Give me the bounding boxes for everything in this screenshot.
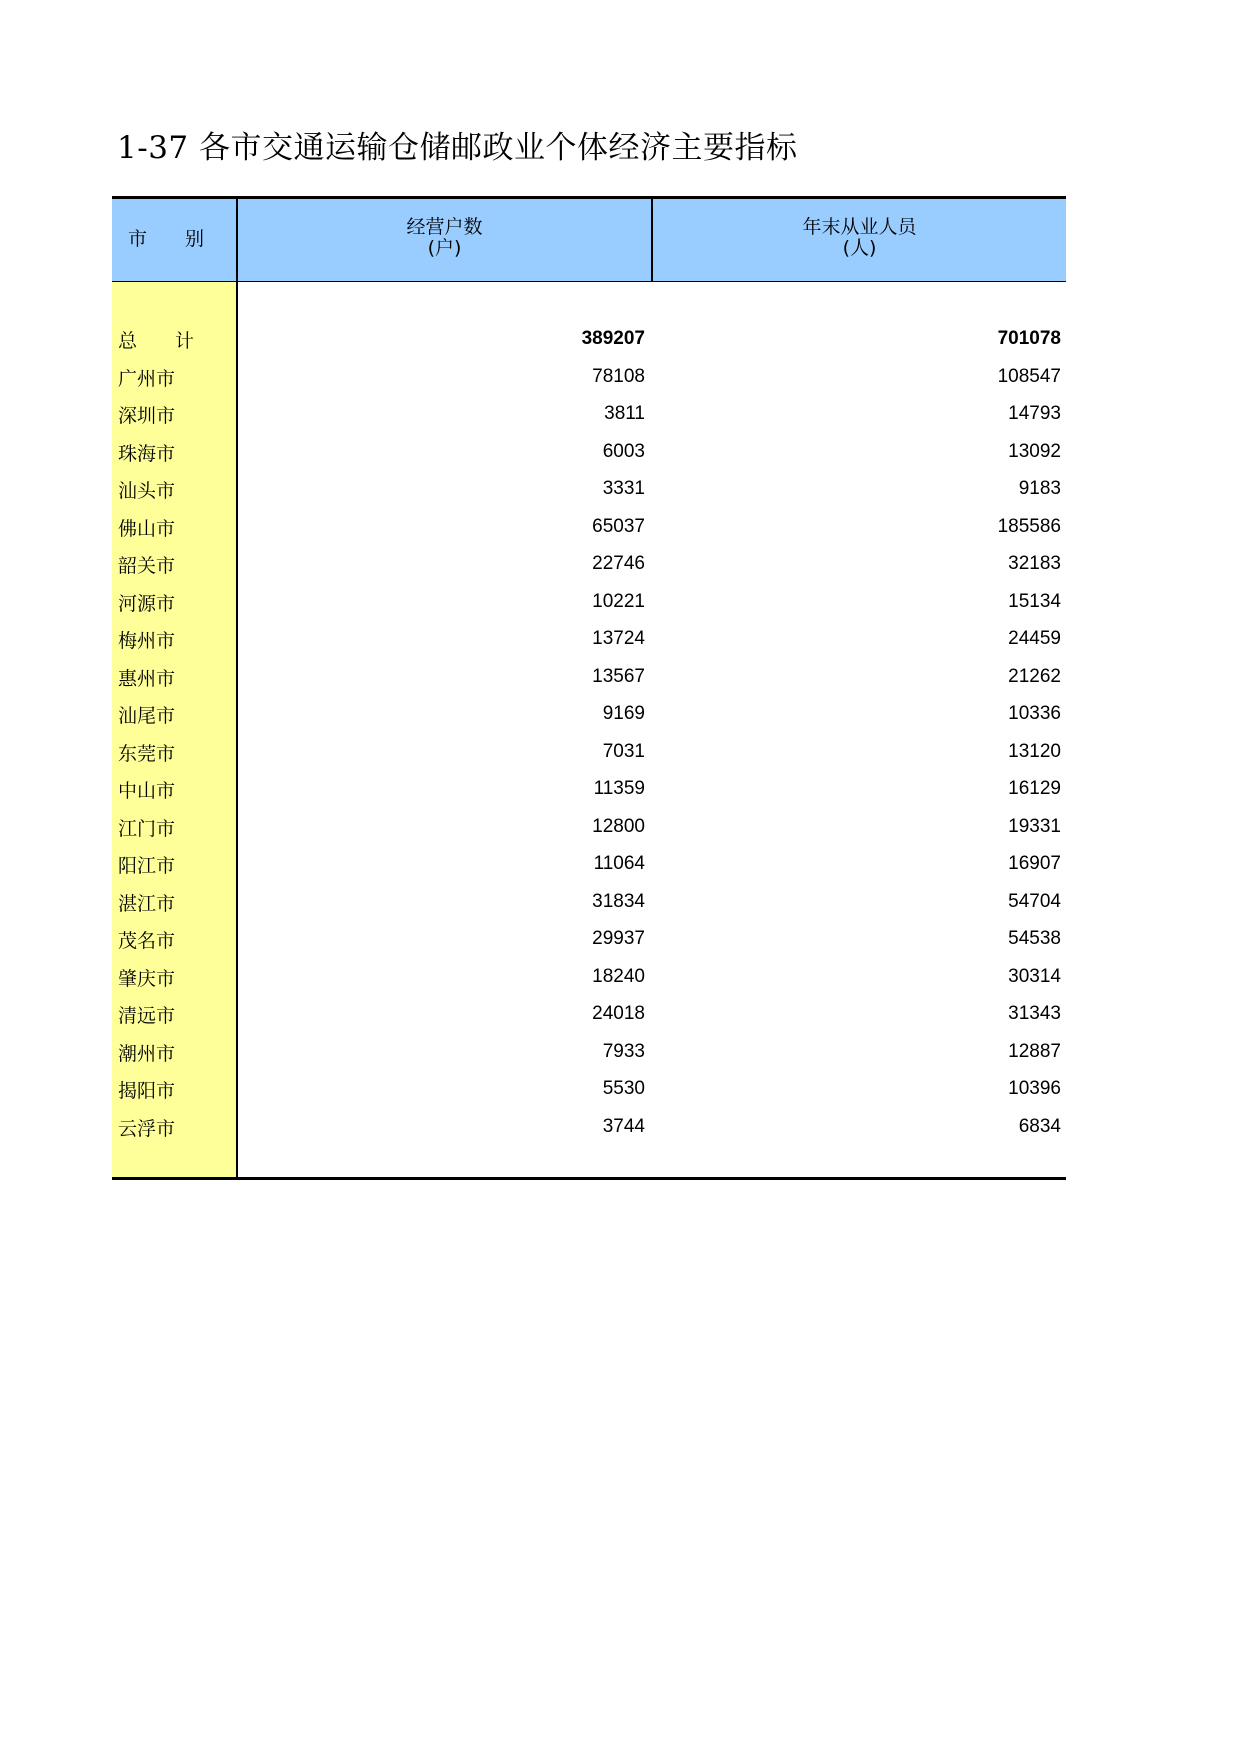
total-row [112, 320, 1066, 358]
households-value: 9169 [602, 703, 645, 724]
employees-value: 10336 [1008, 703, 1061, 724]
households-value: 18240 [592, 965, 645, 987]
table-row [112, 808, 1066, 846]
employees-value: 21262 [1008, 665, 1061, 687]
header-city-label: 市 别 [127, 228, 221, 250]
data-table [112, 196, 1066, 1180]
city-name: 韶关市 [118, 555, 176, 577]
employees-value: 32183 [1008, 553, 1061, 574]
header-employees-unit: (人) [842, 237, 877, 259]
city-name: 阳江市 [118, 855, 176, 877]
employees-value: 24459 [1008, 628, 1061, 649]
employees-value: 108547 [997, 365, 1061, 387]
employees-value: 19331 [1008, 815, 1061, 837]
city-name: 湛江市 [118, 892, 176, 915]
header-city [112, 199, 238, 281]
employees-value: 6834 [1018, 1115, 1061, 1137]
table-body [112, 282, 1066, 1180]
employees-value: 54538 [1008, 928, 1061, 949]
employees-value: 10396 [1008, 1078, 1061, 1099]
households-value: 7031 [602, 740, 645, 762]
city-name: 潮州市 [118, 1042, 176, 1065]
table-row [112, 845, 1066, 883]
table-row [112, 583, 1066, 621]
city-name: 中山市 [118, 780, 176, 802]
city-name: 广州市 [118, 367, 176, 390]
employees-value: 31343 [1008, 1003, 1061, 1024]
households-value: 11064 [593, 853, 645, 874]
employees-value: 15134 [1008, 590, 1061, 612]
employees-value: 13120 [1008, 740, 1061, 762]
employees-value: 9183 [1018, 478, 1061, 499]
header-households-label: 经营户数 [406, 216, 483, 238]
table-row [112, 695, 1066, 733]
households-value: 389207 [581, 328, 645, 349]
city-name: 肇庆市 [118, 967, 176, 990]
city-name: 清远市 [118, 1005, 176, 1027]
table-row [112, 770, 1066, 808]
city-name: 汕头市 [118, 480, 176, 502]
table-row [112, 733, 1066, 771]
header-employees [653, 199, 1066, 281]
households-value: 13567 [592, 665, 645, 687]
employees-value: 54704 [1008, 890, 1061, 912]
table-row [112, 358, 1066, 396]
employees-value: 13092 [1008, 440, 1061, 462]
households-value: 6003 [602, 440, 645, 462]
employees-value: 701078 [997, 328, 1061, 349]
households-value: 12800 [592, 815, 645, 837]
city-name: 汕尾市 [118, 705, 176, 727]
table-rows [112, 320, 1066, 1145]
table-row [112, 1108, 1066, 1146]
page-title: 1-37 各市交通运输仓储邮政业个体经济主要指标 [117, 130, 798, 166]
employees-value: 12887 [1008, 1040, 1061, 1062]
table-row [112, 545, 1066, 583]
table-row [112, 995, 1066, 1033]
table-header [112, 196, 1066, 282]
city-name: 佛山市 [118, 517, 176, 540]
header-households-unit: (户) [427, 237, 462, 259]
households-value: 13724 [592, 628, 645, 649]
households-value: 3331 [602, 478, 645, 499]
households-value: 78108 [592, 365, 645, 387]
city-name: 惠州市 [118, 667, 176, 690]
employees-value: 30314 [1008, 965, 1061, 987]
city-name: 云浮市 [118, 1117, 176, 1140]
city-name: 总 计 [118, 330, 211, 352]
table-row [112, 658, 1066, 696]
table-row [112, 395, 1066, 433]
table-row [112, 620, 1066, 658]
table-row [112, 433, 1066, 471]
households-value: 65037 [592, 515, 645, 537]
households-value: 31834 [592, 890, 645, 912]
city-name: 珠海市 [118, 442, 176, 465]
table-row [112, 1033, 1066, 1071]
households-value: 3744 [602, 1115, 645, 1137]
households-value: 3811 [604, 403, 645, 424]
households-value: 10221 [592, 590, 645, 612]
households-value: 5530 [602, 1078, 645, 1099]
employees-value: 185586 [997, 515, 1061, 537]
employees-value: 16129 [1008, 778, 1061, 799]
households-value: 7933 [602, 1040, 645, 1062]
city-name: 河源市 [118, 592, 176, 615]
employees-value: 14793 [1008, 403, 1061, 424]
table-row [112, 883, 1066, 921]
households-value: 29937 [592, 928, 645, 949]
city-name: 深圳市 [118, 405, 176, 427]
city-name: 揭阳市 [118, 1080, 176, 1102]
city-name: 江门市 [118, 817, 176, 840]
employees-value: 16907 [1008, 853, 1061, 874]
city-name: 茂名市 [118, 930, 176, 952]
table-row [112, 920, 1066, 958]
table-row [112, 508, 1066, 546]
households-value: 11359 [593, 778, 645, 799]
header-employees-label: 年末从业人员 [802, 216, 917, 238]
table-row [112, 1070, 1066, 1108]
table-row [112, 470, 1066, 508]
households-value: 22746 [592, 553, 645, 574]
city-name: 东莞市 [118, 742, 176, 765]
table-row [112, 958, 1066, 996]
households-value: 24018 [592, 1003, 645, 1024]
header-households [238, 199, 653, 281]
city-name: 梅州市 [118, 630, 176, 652]
